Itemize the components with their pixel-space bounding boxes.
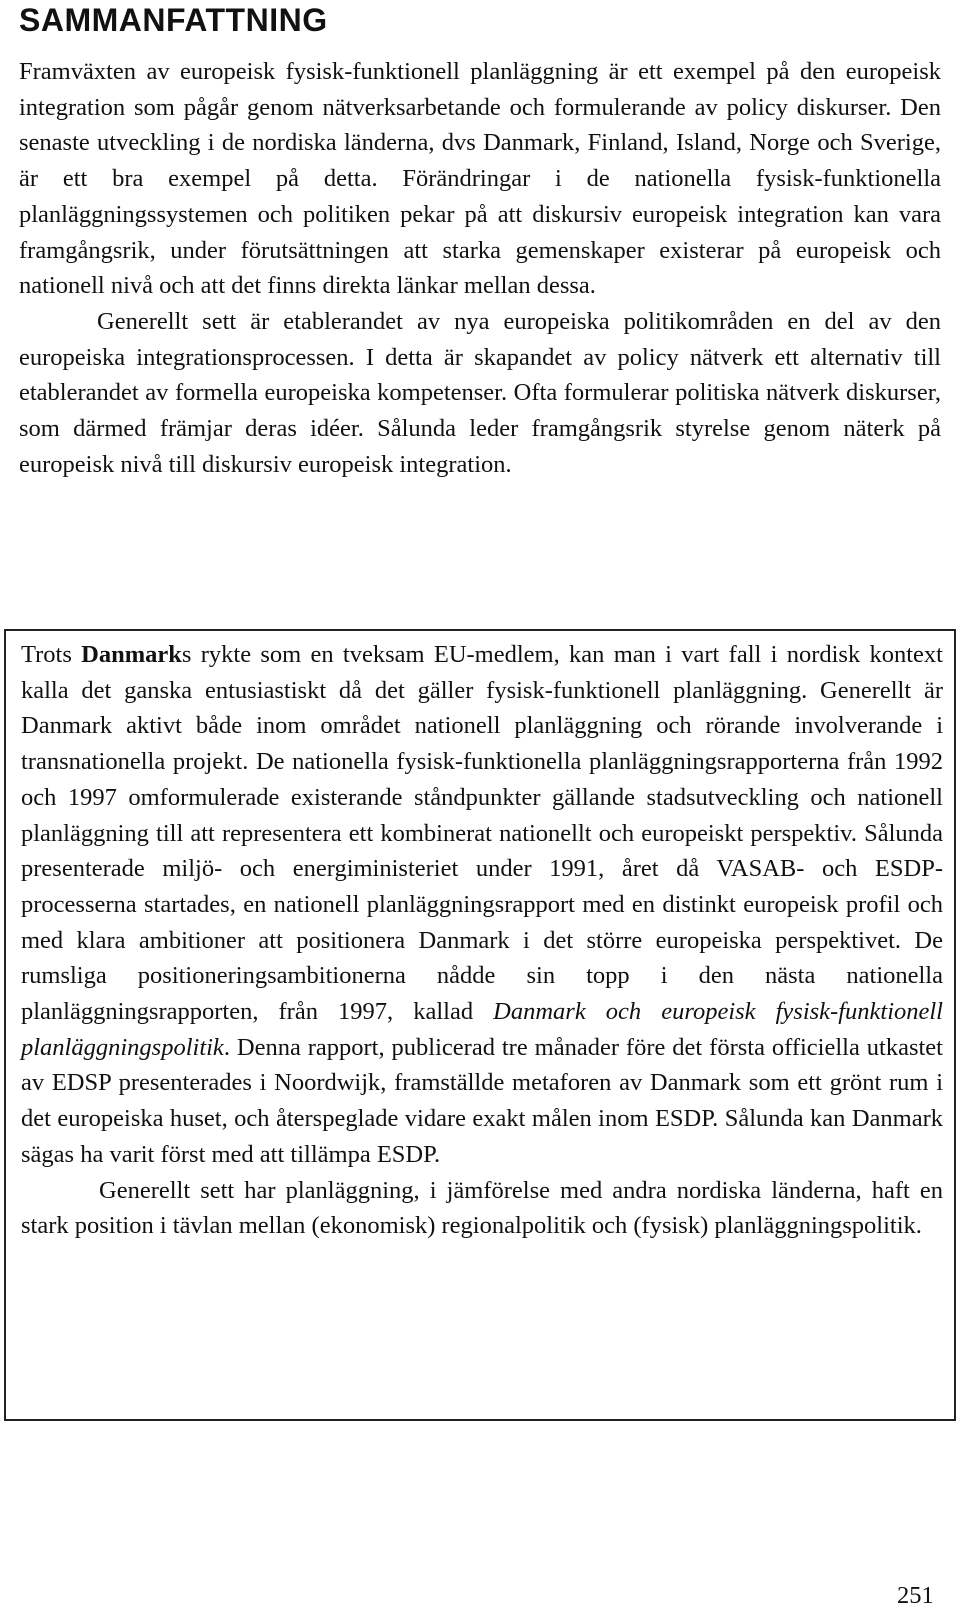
box-paragraph-1 [21, 637, 943, 1173]
page-number: 251 [897, 1582, 934, 1609]
denmark-info-box [4, 629, 956, 1421]
section-heading: SAMMANFATTNING [19, 2, 328, 38]
box-paragraph-1-lead: Trots [21, 641, 82, 668]
report-title-italic: Danmark och europeisk fysisk-funktionell planläggningspolitik [21, 998, 943, 1061]
summary-paragraph-2: Generellt sett är etablerandet av nya europeiska politikområden en del av den europeiska integrationsprocessen. I detta är skapandet av policy nätverk ett alternativ till etablerandet av formella europeiska kompetenser. Ofta formulerar politiska nätverk diskurser, som därmed främjar deras idéer. Sålunda leder framgångsrik styrelse genom näterk på europeisk nivå till diskursiv europeisk integration. [19, 307, 941, 478]
summary-text [19, 54, 941, 482]
box-paragraph-1-tail: . Denna rapport, publicerad tre månader före det första officiella utkastet av EDSP presenterades i Noordwijk, framställde metaforen av Danmark som ett grönt rum i det europeiska huset, och återspeglade vidare exakt målen inom ESDP. Sålunda kan Danmark sägas ha varit först med att tillämpa ESDP. [21, 1033, 943, 1168]
denmark-info-box-content [21, 637, 943, 1244]
box-paragraph-1-body: s rykte som en tveksam EU-medlem, kan man i vart fall i nordisk kontext kalla det ganska entusiastiskt då det gäller fysisk-funktionell planläggning. Generellt är Danmark aktivt både inom området nationell planläggning och rörande involverande i transnationella projekt. De nationella fysisk-funktionella planläggningsrapporterna från 1992 och 1997 omformulerade existerande ståndpunkter gällande stadsutveckling och nationell planläggning till att representera ett kombinerat nationellt och europeiskt perspektiv. Sålunda presenterade miljö- och energiministeriet under 1991, året då VASAB- och ESDP-processerna startades, en nationell planläggningsrapport med en distinkt europeisk profil och med klara ambitioner att positionera Danmark i det större europeiska perspektivet. De rumsliga positioneringsambitionerna nådde sin topp i den nästa nationella planläggningsrapporten, från 1997, kallad [21, 641, 943, 1026]
summary-paragraph-1: Framväxten av europeisk fysisk-funktionell planläggning är ett exempel på den europeisk integration som pågår genom nätverksarbetande och formulerande av policy diskurser. Den senaste utveckling i de nordiska länderna, dvs Danmark, Finland, Island, Norge och Sverige, är ett bra exempel på detta. Förändringar i de nationella fysisk-funktionella planläggningssystemen och politiken pekar på att diskursiv europeisk integration kan vara framgångsrik, under förutsättningen att starka gemenskaper existerar på europeisk och nationell nivå och att det finns direkta länkar mellan dessa. [19, 58, 941, 300]
box-paragraph-2: Generellt sett har planläggning, i jämförelse med andra nordiska länderna, haft en stark position i tävlan mellan (ekonomisk) regionalpolitik och (fysisk) planläggningspolitik. [21, 1176, 943, 1240]
country-name-bold: Danmark [81, 641, 182, 668]
